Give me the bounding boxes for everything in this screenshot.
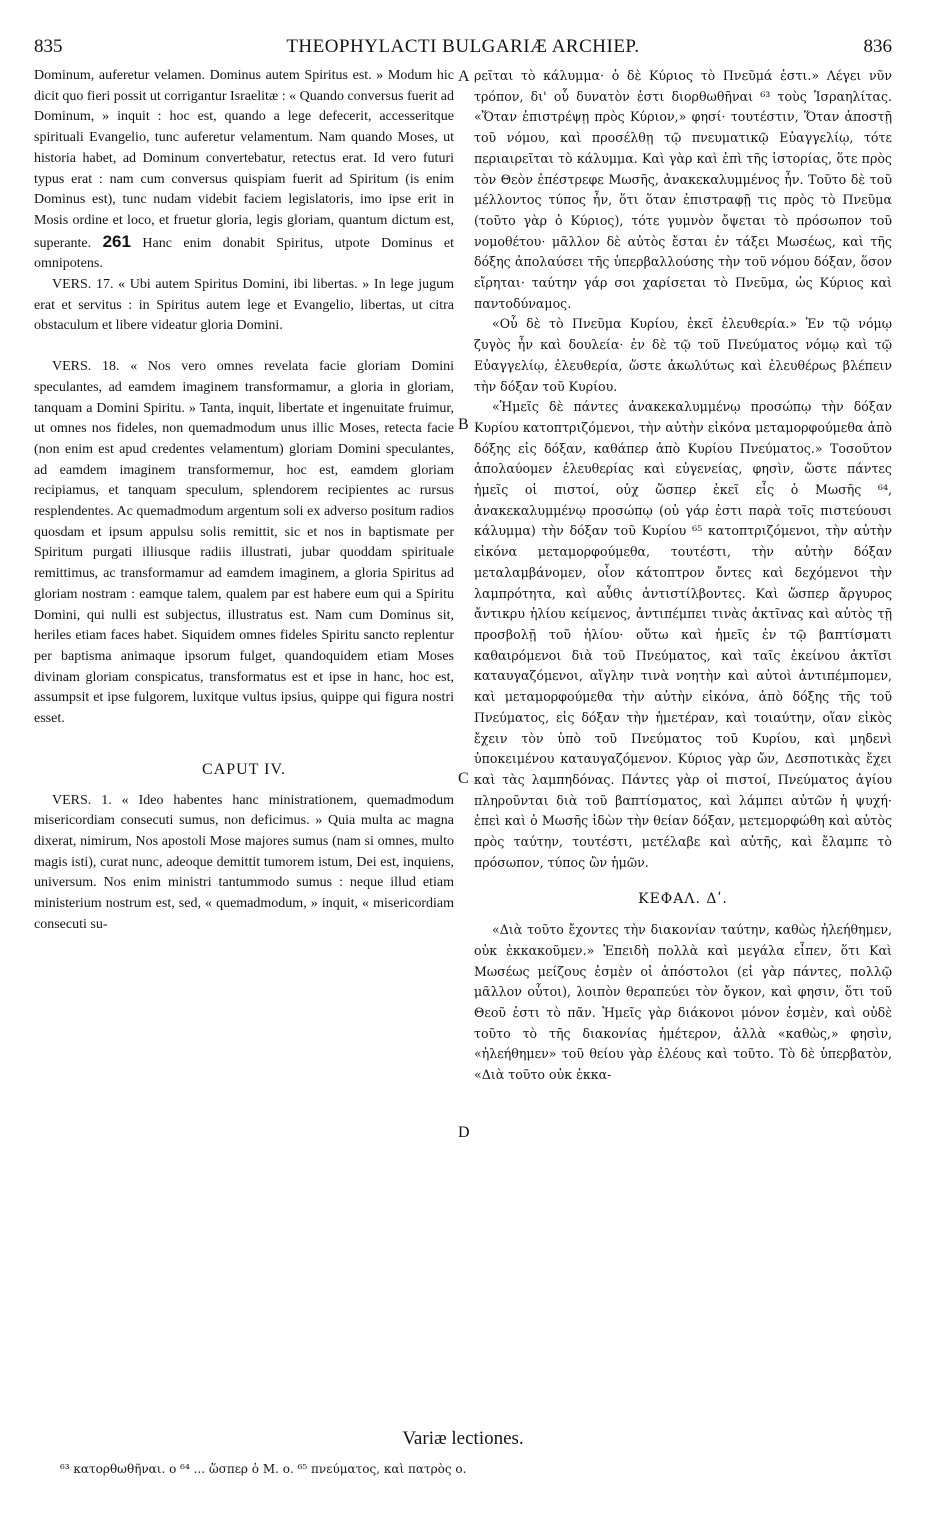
greek-paragraph: «Ἡμεῖς δὲ πάντες ἀνακεκαλυμμένῳ προσώπῳ τὴν δόξαν Κυρίου κατοπτριζόμενοι, τὴν αὐτὴν εἰκόνα μεταμορφούμεθα ἀπὸ δόξης εἰς δόξαν, καθάπερ ἀπὸ Κυρίου Πνεύματος.» Τοσοῦτον ἀπολαύομεν ἐλευθερίας καὶ εὐγενείας, φησὶν, ὥστε πάντες ἡμεῖς οἱ πιστοί, οὐχ ὥσπερ ἐκεῖ εἷς ὁ Μωσῆς ⁶⁴, ἀνακεκαλυμμένῳ προσώπῳ (οὐ γάρ ἐστι παρὰ τοῖς πιστεύουσι κάλυμμα) τὴν δόξαν τοῦ Κυρίου ⁶⁵ κατοπτριζόμενοι, τὴν αὐτὴν εἰκόνα μεταμορφούμεθα, τουτέστι, τὴν αὐτὴν δόξαν μεταλαμβάνομεν, οἷον κάτοπτρον ὄντες καὶ δεχόμενοι τὴν λαμπρότητα, καὶ αὖθις ἀντιστίλβοντες. Καὶ ὥσπερ ἄργυρος ἄντικρυ ἡλίου κείμενος, ἀντιπέμπει τινὰς ἀκτῖνας καὶ αὐτὸς τῇ προσβολῇ τοῦ ἡλίου· οὕτω καὶ ἡμεῖς ἐν τῷ βαπτίσματι καθαιρόμενοι διὰ τοῦ Πνεύματος, καὶ ταῖς ἐκείνου ἀκτῖσι καταυγαζόμενοι, αἴγλην τινὰ νοητὴν καὶ αὐτοὶ ἀντιπέμπομεν, καὶ μεταμορφούμεθα τὴν αὐτὴν εἰκόνα, ἀπὸ δόξης τῆς τοῦ Πνεύματος, εἰς δόξαν τὴν ἡμετέραν, καὶ τοιαύτην, οἵαν εἰκὸς ἔχειν τὸν ὑπὸ τοῦ Πνεύματος τοῦ Κυρίου, καὶ μηδενὶ ὑποκειμένου καταυγαζόμενον. Κύριος γὰρ ὤν, Δεσποτικὰς ἔχει καὶ τὰς λαμπηδόνας. Πάντες γὰρ οἱ πιστοί, Πνεύματος ἁγίου πληροῦνται διὰ τοῦ βαπτίσματος, καὶ λάμπει αὐτῶν ἡ ψυχή· ἐπεὶ καὶ ὁ Μωσῆς ἰδὼν τὴν θείαν δόξαν, μετεμορφώθη καὶ αὐτὸς πρὸς ταύτην, τουτέστι, μετέλαβε καὶ αὐτῆς, καὶ ἔλαμπε τὸ πρόσωπον, τύπος ὢν ἡμῶν.	[474, 399, 892, 870]
variae-lectiones-title: Variæ lectiones.	[402, 1428, 524, 1449]
greek-paragraph: «Οὗ δὲ τὸ Πνεῦμα Κυρίου, ἐκεῖ ἐλευθερία.» Ἐν τῷ νόμῳ ζυγὸς ἦν καὶ δουλεία· ἐν δὲ τῷ τοῦ Πνεύματος νόμῳ καὶ τῷ Εὐαγγελίῳ, ἐλευθερία, ὥστε ἀκωλύτως καὶ ἐλευθέρως βλέπειν τὴν δόξαν τοῦ Κυρίου.	[474, 316, 892, 394]
variae-lectiones-footnotes: ⁶³ κατορθωθῆναι. ο ⁶⁴ ... ὥσπερ ὁ Μ. ο. ⁶⁵ πνεύματος, καὶ πατρὸς ο.	[60, 1462, 467, 1476]
margin-marker-d: D	[458, 1124, 470, 1141]
margin-marker-a: A	[458, 68, 470, 85]
running-title: THEOPHYLACTI BULGARIÆ ARCHIEP.	[286, 36, 640, 57]
greek-paragraph: ρεῖται τὸ κάλυμμα· ὁ δὲ Κύριος τὸ Πνεῦμά ἐστι.» Λέγει νῦν τρόπον, δι' οὗ δυνατὸν ἐστι διορθωθῆναι ⁶³ τοὺς Ἰσραηλίτας. «Ὅταν ἐπιστρέψῃ πρὸς Κύριον,» φησί· τουτέστιν, Ὅταν ἀποστῇ τοῦ νόμου, καὶ προσέλθῃ τῷ πνευματικῷ Εὐαγγελίῳ, τότε περιαιρεῖται τὸ κάλυμμα. Καὶ γὰρ καὶ ἐπὶ τῆς ἱστορίας, ὅτε πρὸς τὸν Θεὸν ἐπέστρεφε Μωσῆς, ἀνακεκαλυμμένος ἦν. Τοῦτο δὲ τοῦ μέλλοντος τύπος ἦν, ὅτι ὅταν ἐπιστραφῇ τις πρὸς τὸ Πνεῦμα (τοῦτο γὰρ ὁ Κύριος), τότε γυμνὸν ὄψεται τὸ πρόσωπον τοῦ νομοθέτου· μᾶλλον δὲ αὐτὸς ἔσται ἐν τάξει Μωσέως, καὶ τῆς δόξης ἀπολαύσει τῆς ὑπερβαλλούσης τὴν τοῦ νόμου δόξαν, ὅσον εἴρηται· ταύτην γάρ σοι χαρίσεται τὸ Πνεῦμα, ὡς Κύριος καὶ παντοδύναμος.	[474, 68, 892, 311]
latin-paragraph: VERS. 18. « Nos vero omnes revelata facie gloriam Domini speculantes, ad eamdem imaginem transformamur, a gloria in gloriam, tanquam a Domini Spiritu. » Tanta, inquit, libertate et ingenuitate fruimur, ut omnes nos fideles, non quemadmodum unus illic Moses, retecta facie (non enim est apud credentes velamentum) gloriam Domini speculantes, ad eamdem imaginem transformemur, hoc est, eamdem gloriam recipiamus, et tanquam speculum, splendorem recipientes ac rursus resplendentes. Ac quemadmodum argentum soli ex adverso positum radios quosdam et ipsum appulsu solis remittit, sic et nos in baptismate per Spiritum purgati illiusque radiis illustrati, jubar quoddam spirituale remittimus, ac transformamur ad eamdem imaginem, a gloria Spiritus ad gloriam nostram : eamque talem, qualem par est habere eum qui a Spiritu Domini, qui nulli est subjectus, illustratus est. Nam cum Dominus sit, heriles etiam faces habet. Siquidem omnes fideles Spiritu sancto replentur per baptisma animaque ipsorum fulget, quandoquidem etiam Moses divinam gloriam conspicatus, transformatus est et ipse in hanc, hoc est, assumpsit et ipse fulgorem, luxitque vultus ipsius, quippe qui figura nostri esset.	[34, 359, 454, 727]
chapter-heading-greek: ΚΕΦΑΛ. Δʹ.	[638, 891, 728, 908]
latin-paragraph: Dominum, auferetur velamen. Dominus autem Spiritus est. » Modum hic dicit quo fieri possit ut corrigantur Israelitæ : « Quando conversus fuerit ad Dominum, » inquit : hoc est, quando a lege defecerit, accesseritque spirituali Evangelio, tunc auferetur velamentum. Nam quando Moses, ut historia habet, ad Dominum convertebatur, retectus erat. Id vero futuri typus erat : nam cum conversus quispiam fuerit ad Spiritum (is enim Dominus est), tunc nudam videbit faciem legislatoris, imo ipse erit in Mosis ordine et loco, et fruetur gloria, legis gloriam, quantum dictum est, superante. 261 Hanc enim donabit Spiritus, utpote Dominus et omnipotens.	[34, 68, 455, 272]
page-number-left: 835	[34, 36, 63, 57]
page-number-right: 836	[863, 36, 892, 57]
margin-marker-c: C	[458, 770, 469, 787]
greek-column	[474, 66, 892, 1086]
chapter-heading-latin: CAPUT IV.	[202, 760, 286, 778]
page-header	[34, 36, 892, 62]
latin-paragraph: VERS. 17. « Ubi autem Spiritus Domini, ibi libertas. » In lege jugum erat et servitus : in Spiritus autem lege et Evangelio, libertas, ut citra obstaculum et libere videatur gloria Domini.	[34, 277, 454, 334]
column-number: 261	[102, 231, 131, 251]
latin-paragraph: VERS. 1. « Ideo habentes hanc ministrationem, quemadmodum misericordiam consecuti sumus, non deficimus. » Quia multa ac magna dixerat, nimirum, Nos apostoli Mose majores sumus (nam si omnes, multo magis isti), curat nunc, adeoque demittit tumorem istum, Dei est, inquiens, universum. Nos enim ministri tantummodo sumus : neque illud etiam ministerium nostrum est, sed, « quemadmodum, » inquit, « misericordiam consecuti su-	[34, 792, 454, 932]
margin-marker-b: B	[458, 416, 469, 433]
greek-paragraph: «Διὰ τοῦτο ἔχοντες τὴν διακονίαν ταύτην, καθὼς ἠλεήθημεν, οὐκ ἐκκακοῦμεν.» Ἐπειδὴ πολλὰ καὶ μεγάλα εἶπεν, ὅτι Καὶ Μωσέως μείζους ἐσμὲν οἱ ἀπόστολοι (εἰ γὰρ πάντες, πολλῷ μᾶλλον οὗτοι), λοιπὸν θεραπεύει τὸν ὄγκον, καὶ φησιν, ὅτι τοῦ Θεοῦ ἐστι τὸ πᾶν. Ἡμεῖς γὰρ διάκονοι μόνον ἐσμὲν, καὶ οὐδὲ τοῦτο τὸ τῆς διακονίας ἡμέτερον, ἀλλὰ «καθὼς,» φησὶν, «ἠλεήθημεν» τοῦ θείου γὰρ ἐλέους καὶ τοῦτο. Τὸ δὲ ὑπερβατὸν, «Διὰ τοῦτο οὐκ ἐκκα-	[474, 922, 892, 1083]
latin-column	[34, 66, 454, 935]
